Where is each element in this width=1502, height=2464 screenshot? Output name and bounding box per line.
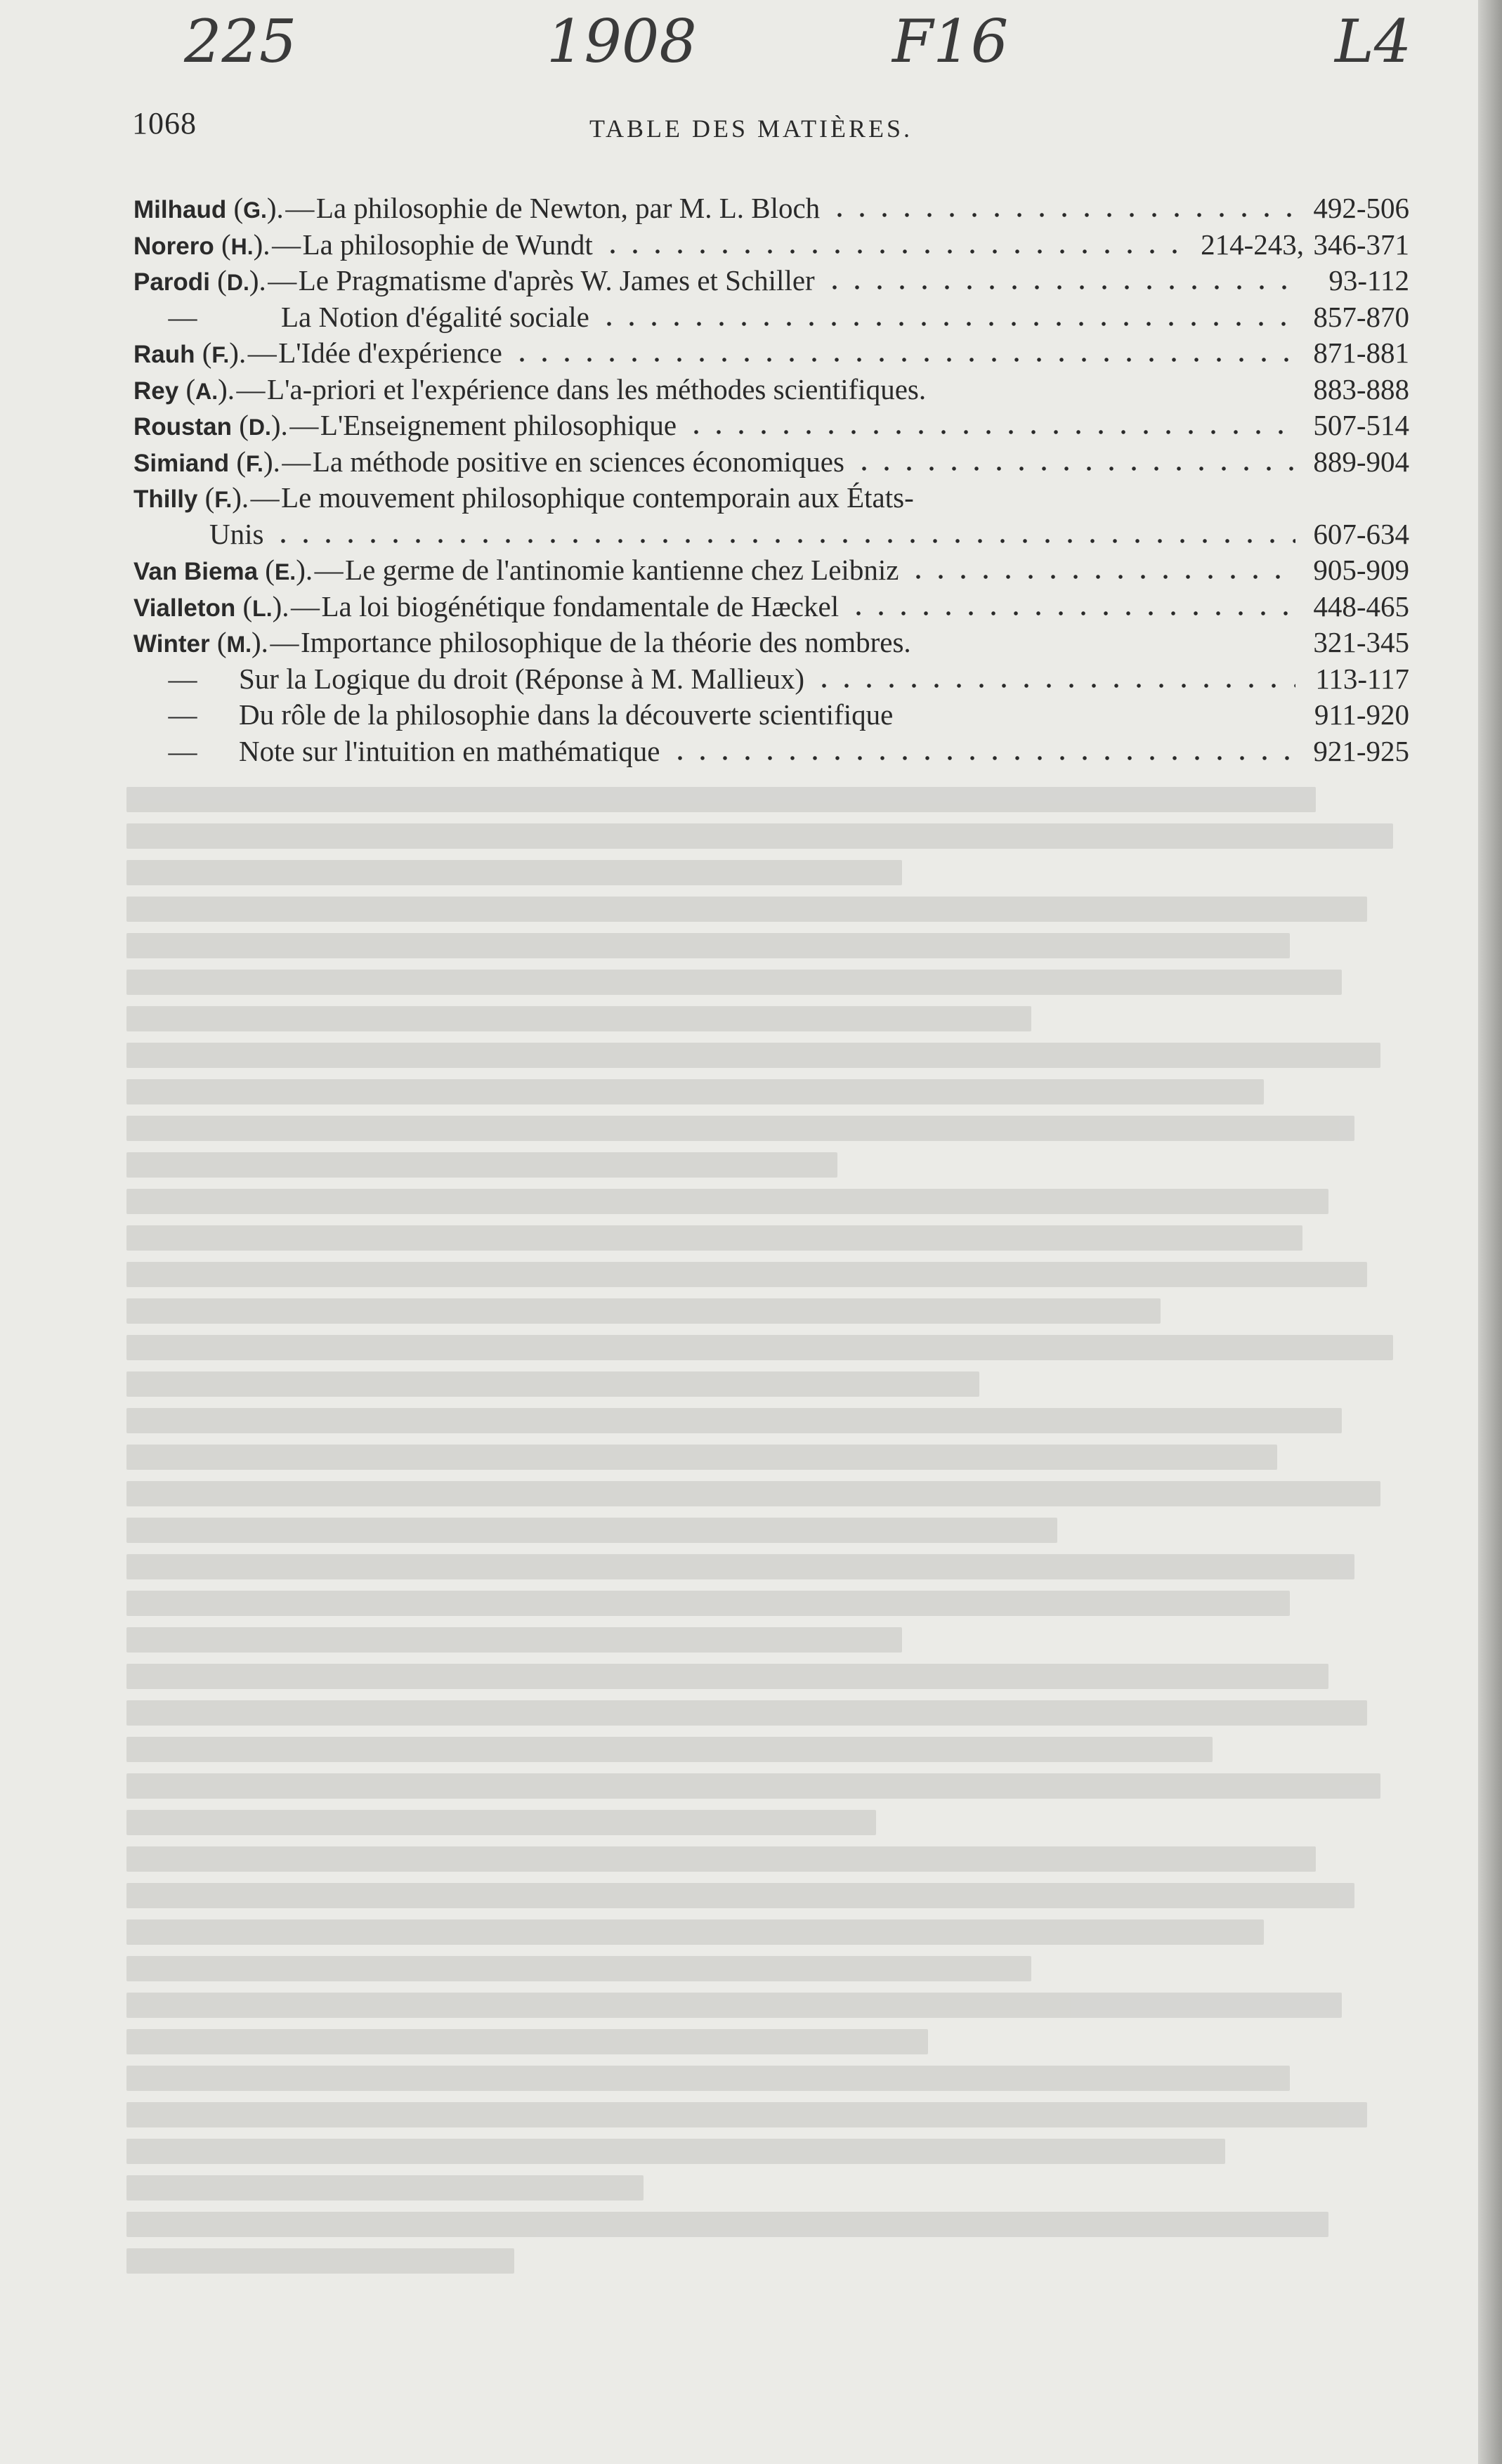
page-range: 905-909: [1313, 554, 1409, 586]
page-range: 921-925: [1313, 734, 1409, 767]
article-title: Le germe de l'antinomie kantienne chez Leibniz: [345, 554, 899, 586]
dot-leaders: [272, 538, 1295, 544]
author-name: Parodi: [133, 268, 210, 296]
author-initials: H.: [230, 233, 254, 259]
author-name: Rauh: [133, 341, 195, 368]
article-title: Du rôle de la philosophie dans la découverte scientifique: [239, 698, 894, 731]
author-name: Thilly: [133, 485, 198, 513]
page-range: 492-506: [1313, 192, 1409, 224]
page-range: 607-634: [1313, 517, 1409, 550]
article-title: Importance philosophique de la théorie des nombres.: [300, 626, 911, 658]
article-title: La Notion d'égalité sociale: [281, 300, 589, 333]
page-range: 93-112: [1328, 264, 1409, 296]
author-initials: L.: [252, 595, 273, 621]
page-range: 911-920: [1314, 698, 1409, 731]
dot-leaders: [511, 357, 1295, 363]
page-range: 321-345: [1313, 626, 1409, 658]
toc-entry: Van Biema ( E. ). — Le germe de l'antinomie kantienne chez Leibniz 905-909: [133, 554, 1409, 586]
page-edge-shadow: [1478, 0, 1502, 2464]
author-name: Simiand: [133, 449, 230, 477]
handwritten-note-3: F16: [892, 7, 1009, 76]
page-range: 113-117: [1315, 662, 1409, 695]
author-initials: D.: [226, 270, 249, 295]
dot-leaders: [828, 212, 1295, 218]
page-range: 889-904: [1313, 445, 1409, 478]
dot-leaders: [907, 574, 1295, 580]
toc-entry: — La Notion d'égalité sociale 857-870: [168, 300, 1409, 333]
page-range: 857-870: [1313, 300, 1409, 333]
bleed-through-text: [126, 787, 1419, 2285]
page-range: 883-888: [1313, 372, 1409, 405]
dot-leaders: [920, 646, 1295, 652]
article-title: L'a-priori et l'expérience dans les méthodes scientifiques.: [267, 372, 927, 405]
handwritten-note-1: 225: [184, 7, 297, 76]
author-name: Roustan: [133, 413, 232, 441]
page-range-first: 214-243,: [1201, 228, 1304, 261]
toc-entry: Roustan ( D. ). — L'Enseignement philosophique 507-514: [133, 409, 1409, 441]
author-initials: F.: [246, 450, 263, 476]
dot-leaders: [847, 611, 1295, 616]
article-title-continuation: Unis: [209, 517, 264, 550]
author-initials: E.: [274, 559, 296, 585]
article-title: Sur la Logique du droit (Réponse à M. Mallieux): [239, 662, 805, 695]
dot-leaders: [598, 321, 1295, 327]
page-range: 507-514: [1313, 409, 1409, 441]
dot-leaders: [669, 755, 1296, 761]
author-initials: D.: [248, 415, 271, 440]
toc-entry: — Du rôle de la philosophie dans la découverte scientifique 911-920: [168, 698, 1409, 731]
page-range: 346-371: [1313, 228, 1409, 261]
dot-leaders: [813, 683, 1295, 689]
author-name: Rey: [133, 377, 179, 405]
article-title: L'Enseignement philosophique: [320, 409, 677, 441]
dot-leaders: [901, 719, 1295, 724]
article-title: La loi biogénétique fondamentale de Hæckel: [321, 589, 840, 622]
author-name: Van Biema: [133, 558, 259, 585]
dot-leaders: [853, 466, 1295, 471]
author-initials: M.: [226, 632, 252, 657]
dot-leaders: [823, 285, 1295, 290]
toc-entry: Thilly ( F. ). — Le mouvement philosophique contemporain aux États-: [133, 481, 914, 514]
author-name: Norero: [133, 232, 214, 260]
author-name: Winter: [133, 630, 210, 658]
toc-entry: Rey ( A. ). — L'a-priori et l'expérience dans les méthodes scientifiques. 883-888: [133, 372, 1409, 405]
toc-entry: Winter ( M. ). — Importance philosophique de la théorie des nombres. 321-345: [133, 626, 1409, 658]
article-title: Note sur l'intuition en mathématique: [239, 734, 660, 767]
handwritten-note-4: L4: [1335, 7, 1412, 76]
author-initials: F.: [214, 487, 233, 512]
toc-entry-continuation: [133, 517, 1409, 554]
toc-entry: Vialleton ( L. ). — La loi biogénétique fondamentale de Hæckel 448-465: [133, 589, 1409, 622]
page-range: 871-881: [1313, 337, 1409, 369]
dot-leaders: [934, 393, 1295, 399]
article-title: La philosophie de Newton, par M. L. Bloch: [315, 192, 821, 224]
page-range: 448-465: [1313, 589, 1409, 622]
toc-entry: Parodi ( D. ). — Le Pragmatisme d'après W. James et Schiller 93-112: [133, 264, 1409, 296]
toc-entry: Norero ( H. ). — La philosophie de Wundt 214-243, 346-371: [133, 228, 1409, 261]
article-title: La méthode positive en sciences économiques: [312, 445, 844, 478]
running-title: TABLE DES MATIÈRES.: [589, 115, 913, 143]
author-initials: A.: [195, 378, 218, 404]
dot-leaders: [685, 429, 1295, 435]
toc-entry: Milhaud ( G. ). — La philosophie de Newton, par M. L. Bloch 492-506: [133, 192, 1409, 224]
author-initials: G.: [243, 197, 267, 223]
toc-entry: — Sur la Logique du droit (Réponse à M. Mallieux) 113-117: [168, 662, 1409, 695]
article-title: Le Pragmatisme d'après W. James et Schiller: [298, 264, 815, 296]
author-name: Vialleton: [133, 594, 236, 622]
author-name: Milhaud: [133, 196, 227, 223]
article-title: La philosophie de Wundt: [302, 228, 593, 261]
handwritten-note-2: 1908: [547, 7, 697, 76]
page-number: 1068: [132, 106, 197, 141]
table-of-contents: [133, 191, 1409, 770]
article-title: Le mouvement philosophique contemporain aux États-: [281, 481, 914, 514]
toc-entry: Simiand ( F. ). — La méthode positive en sciences économiques 889-904: [133, 445, 1409, 478]
toc-entry: Rauh ( F. ). — L'Idée d'expérience 871-881: [133, 337, 1409, 369]
toc-entry: — Note sur l'intuition en mathématique 921-925: [168, 734, 1409, 767]
article-title: L'Idée d'expérience: [278, 337, 502, 369]
dot-leaders: [601, 249, 1192, 254]
author-initials: F.: [211, 342, 230, 367]
